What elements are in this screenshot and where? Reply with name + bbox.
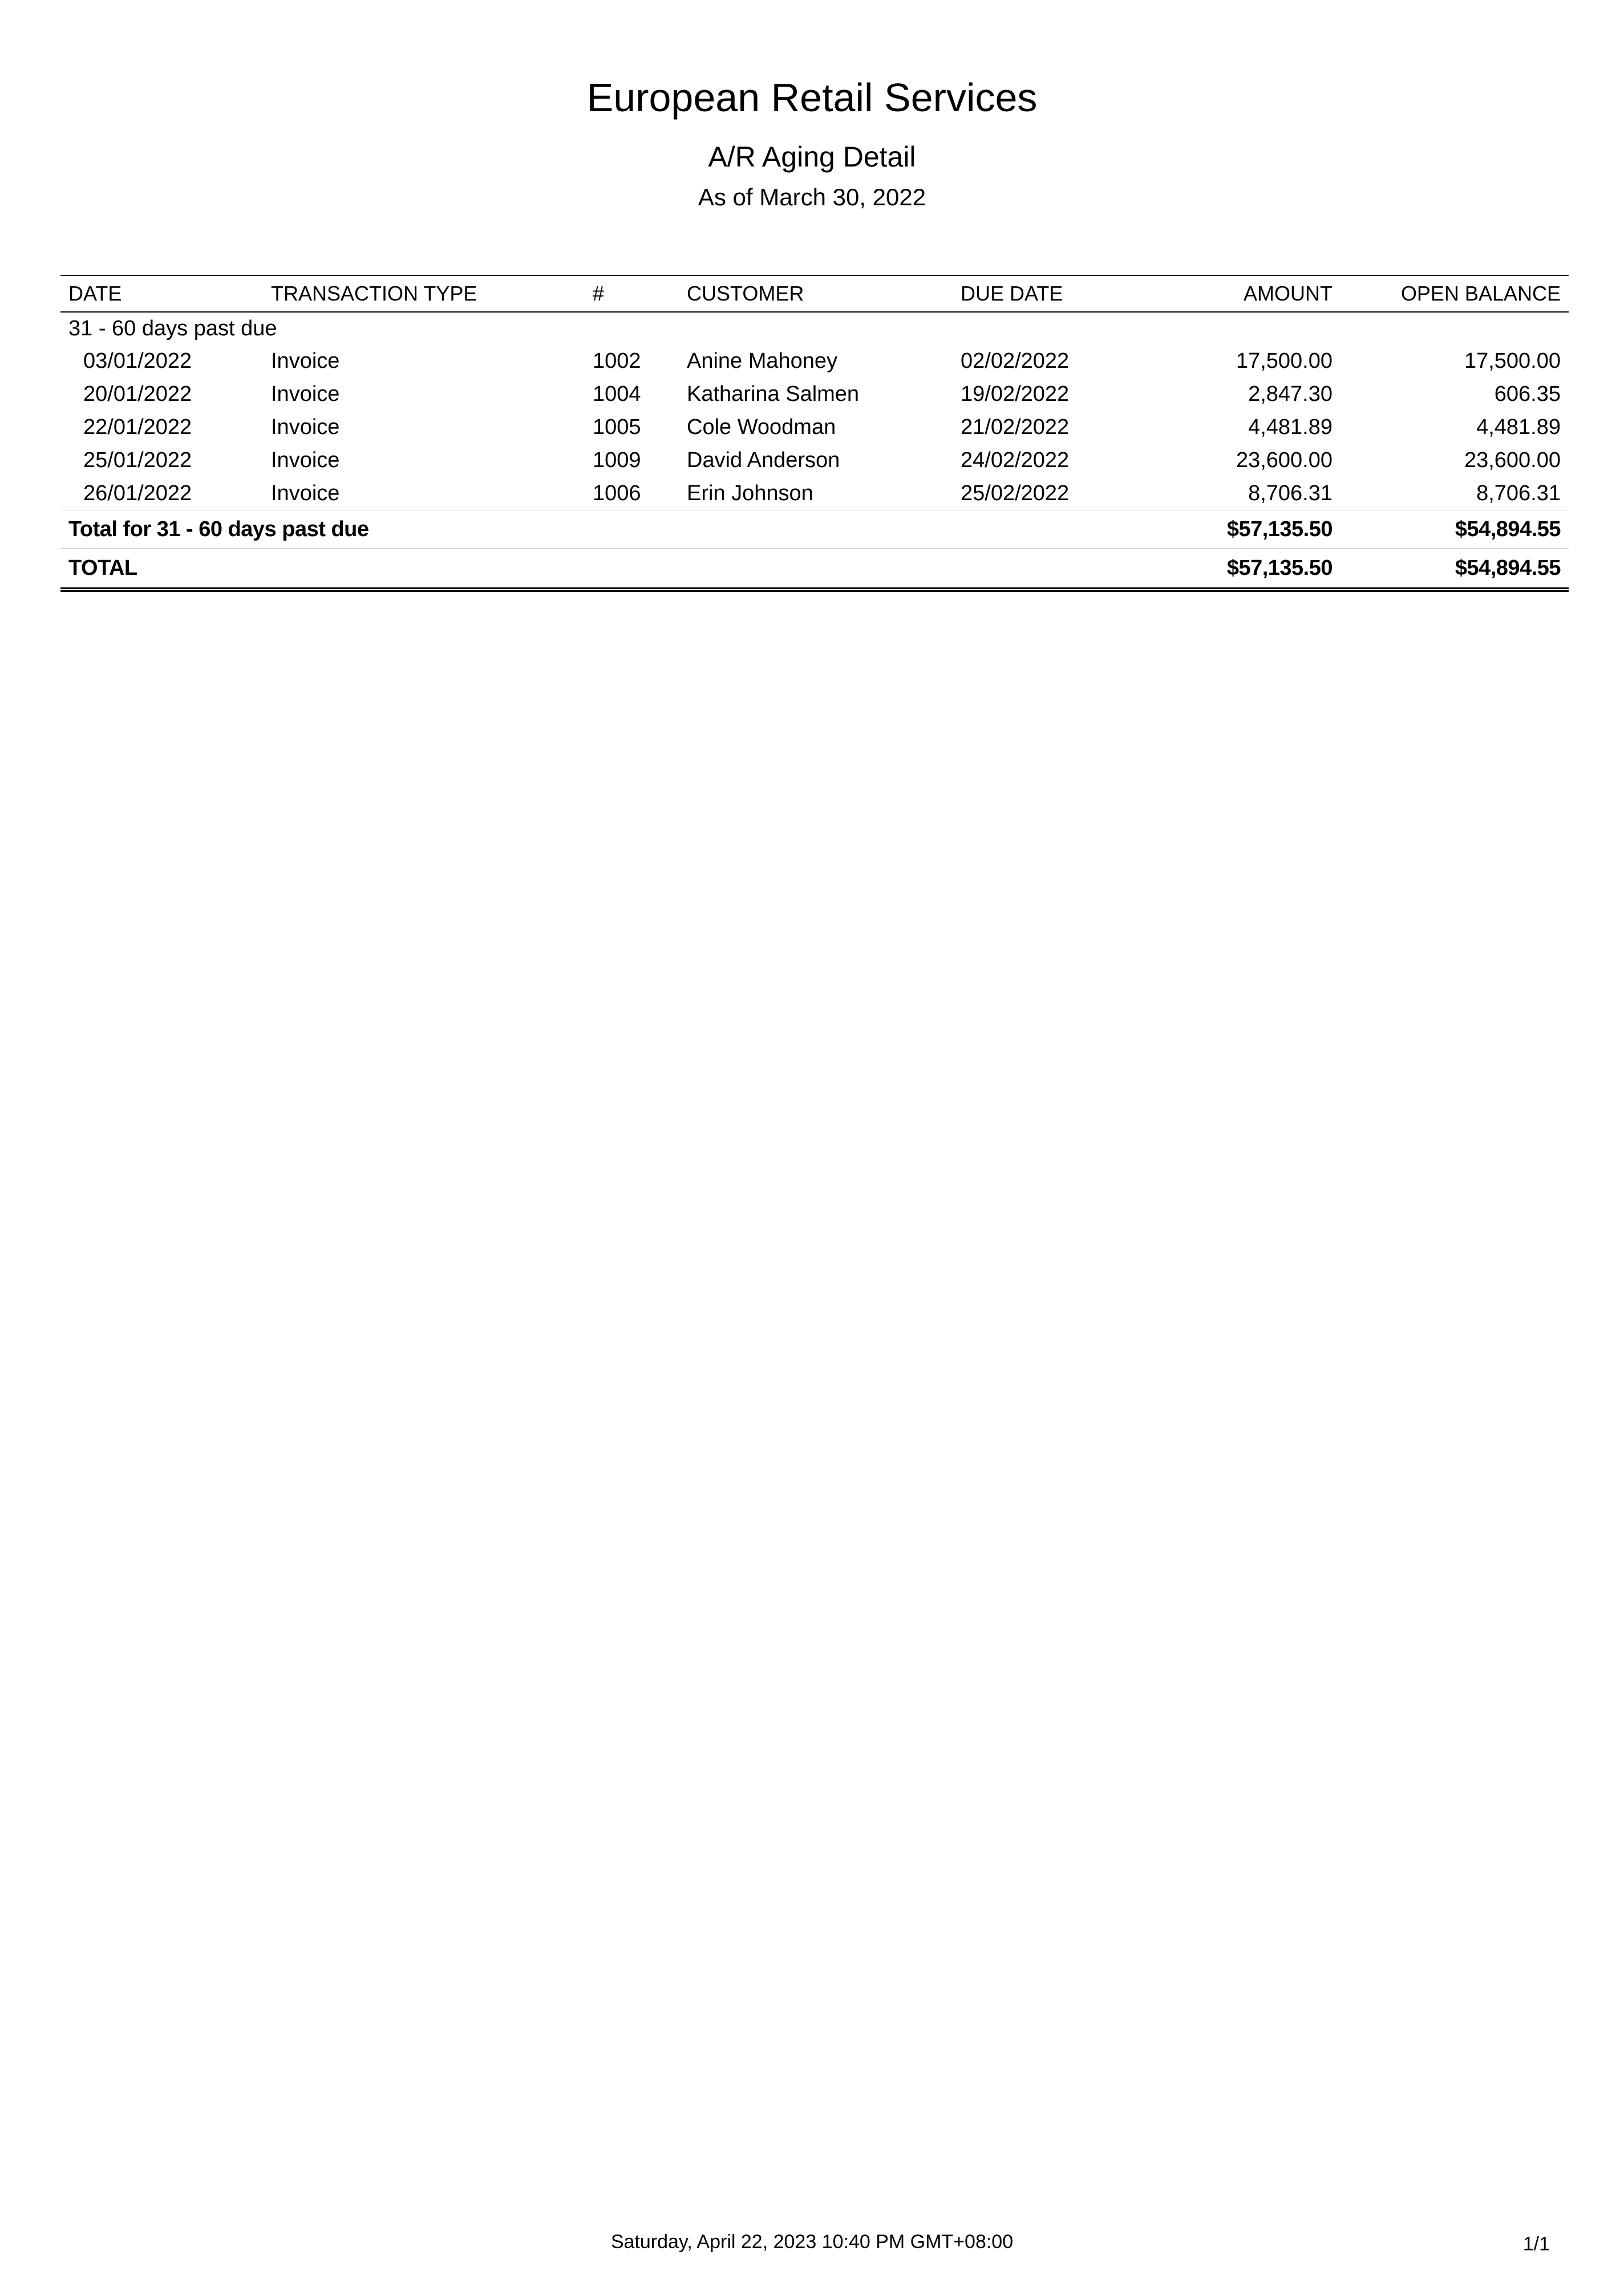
cell-amount: 23,600.00 [1236, 448, 1333, 472]
cell-date: 25/01/2022 [83, 448, 192, 472]
cell-open-balance: 4,481.89 [1476, 415, 1561, 439]
cell-type: Invoice [271, 382, 340, 406]
cell-type: Invoice [271, 348, 340, 373]
company-name: European Retail Services [586, 75, 1038, 120]
cell-open-balance: 8,706.31 [1476, 481, 1561, 505]
cell-type: Invoice [271, 415, 340, 439]
grand-total-label: TOTAL [60, 549, 1169, 590]
subtotal-open-balance: $54,894.55 [1340, 510, 1569, 549]
col-header-amount: AMOUNT [1169, 275, 1340, 312]
cell-open-balance: 17,500.00 [1464, 348, 1561, 373]
cell-customer: David Anderson [687, 448, 840, 472]
table-row [60, 411, 1569, 444]
footer-timestamp: Saturday, April 22, 2023 10:40 PM GMT+08:00 [610, 2231, 1014, 2253]
grand-total-amount: $57,135.50 [1169, 549, 1340, 590]
grand-total-open-balance: $54,894.55 [1340, 549, 1569, 590]
cell-customer: Anine Mahoney [687, 348, 838, 373]
group-label: 31 - 60 days past due [68, 316, 277, 340]
cell-due-date: 19/02/2022 [961, 382, 1070, 406]
aging-table [60, 275, 1569, 592]
cell-num: 1009 [593, 448, 641, 472]
cell-open-balance: 606.35 [1494, 382, 1561, 406]
col-header-type: TRANSACTION TYPE [263, 275, 585, 312]
cell-due-date: 24/02/2022 [961, 448, 1070, 472]
cell-date: 03/01/2022 [83, 348, 192, 373]
cell-due-date: 21/02/2022 [961, 415, 1070, 439]
col-header-num: # [585, 275, 679, 312]
col-header-open-balance: OPEN BALANCE [1340, 275, 1569, 312]
page-number: 1/1 [1522, 2233, 1550, 2255]
cell-type: Invoice [271, 481, 340, 505]
cell-due-date: 25/02/2022 [961, 481, 1070, 505]
cell-amount: 8,706.31 [1248, 481, 1333, 505]
cell-amount: 17,500.00 [1236, 348, 1333, 373]
grand-total-row [60, 549, 1569, 590]
group-row [60, 312, 1569, 344]
table-row [60, 444, 1569, 477]
table-row [60, 477, 1569, 510]
cell-num: 1006 [593, 481, 641, 505]
report-date: As of March 30, 2022 [698, 184, 926, 210]
subtotal-amount: $57,135.50 [1169, 510, 1340, 549]
cell-customer: Katharina Salmen [687, 382, 860, 406]
cell-open-balance: 23,600.00 [1464, 448, 1561, 472]
cell-amount: 4,481.89 [1248, 415, 1333, 439]
cell-num: 1002 [593, 348, 641, 373]
cell-type: Invoice [271, 448, 340, 472]
subtotal-row [60, 510, 1569, 549]
table-row [60, 344, 1569, 378]
report-title: A/R Aging Detail [708, 141, 916, 173]
col-header-customer: CUSTOMER [679, 275, 953, 312]
cell-date: 22/01/2022 [83, 415, 192, 439]
table-header-row [60, 275, 1569, 312]
col-header-due-date: DUE DATE [953, 275, 1169, 312]
table-row [60, 378, 1569, 411]
cell-customer: Erin Johnson [687, 481, 813, 505]
cell-date: 26/01/2022 [83, 481, 192, 505]
cell-num: 1004 [593, 382, 641, 406]
cell-num: 1005 [593, 415, 641, 439]
subtotal-label: Total for 31 - 60 days past due [60, 510, 1169, 549]
col-header-date: DATE [60, 275, 263, 312]
cell-due-date: 02/02/2022 [961, 348, 1070, 373]
cell-amount: 2,847.30 [1248, 382, 1333, 406]
cell-customer: Cole Woodman [687, 415, 836, 439]
cell-date: 20/01/2022 [83, 382, 192, 406]
